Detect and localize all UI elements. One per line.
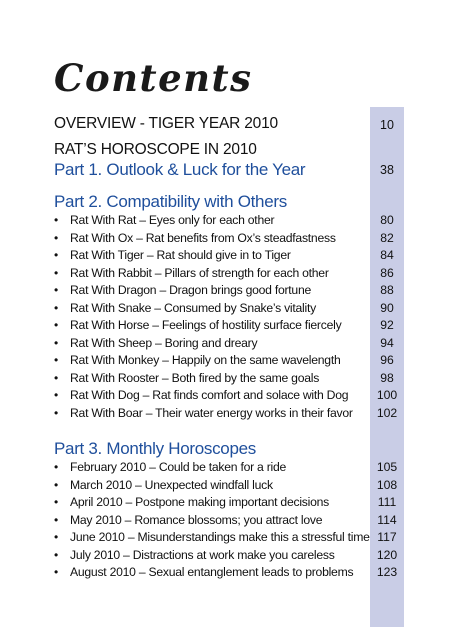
bullet-icon: • bbox=[54, 230, 59, 245]
toc-page-number: 38 bbox=[380, 163, 394, 177]
toc-item-text: April 2010 – Postpone making important decisions bbox=[70, 495, 329, 509]
bullet-icon: • bbox=[54, 248, 59, 262]
toc-page-number: 94 bbox=[380, 335, 394, 350]
toc-page-number: 120 bbox=[376, 547, 398, 562]
toc-page-number: 100 bbox=[376, 388, 398, 402]
bullet-icon: • bbox=[54, 300, 59, 315]
toc-page-number: 88 bbox=[380, 283, 394, 297]
toc-item-text: Rat With Dragon – Dragon brings good fortune bbox=[70, 283, 312, 297]
bullet-icon: • bbox=[54, 477, 59, 492]
toc-list-item[interactable] bbox=[54, 406, 404, 426]
toc-item-text: Rat With Sheep – Boring and dreary bbox=[70, 335, 258, 350]
bullet-icon: • bbox=[54, 388, 59, 402]
bullet-icon: • bbox=[54, 335, 59, 350]
page-title: Contents bbox=[54, 56, 253, 100]
bullet-icon: • bbox=[54, 318, 59, 332]
toc-item-text: February 2010 – Could be taken for a ride bbox=[70, 460, 287, 474]
toc-item-text: Rat With Boar – Their water energy works in their favor bbox=[70, 405, 353, 420]
toc-entry-overview[interactable] bbox=[54, 115, 404, 135]
toc-item-text: Rat With Tiger – Rat should give in to Tiger bbox=[70, 248, 291, 262]
toc-heading-part3 bbox=[54, 439, 404, 459]
bullet-icon: • bbox=[54, 530, 59, 544]
toc-page-number: 96 bbox=[380, 353, 394, 367]
bullet-icon: • bbox=[54, 353, 59, 367]
toc-item-text: Rat With Horse – Feelings of hostility surface fiercely bbox=[70, 318, 342, 332]
toc-page-number: 117 bbox=[377, 530, 397, 544]
toc-page-number: 90 bbox=[380, 300, 394, 315]
toc-page-number: 80 bbox=[380, 213, 394, 227]
bullet-icon: • bbox=[54, 213, 59, 227]
toc-entry-label: OVERVIEW - TIGER YEAR 2010 bbox=[54, 115, 278, 132]
toc-entry-label: Part 1. Outlook & Luck for the Year bbox=[54, 160, 306, 179]
bullet-icon: • bbox=[54, 265, 59, 280]
toc-heading-label: Part 2. Compatibility with Others bbox=[54, 192, 287, 211]
bullet-icon: • bbox=[54, 495, 59, 509]
toc-item-text: Rat With Snake – Consumed by Snake’s vitality bbox=[70, 300, 316, 315]
bullet-icon: • bbox=[54, 547, 59, 562]
toc-item-text: May 2010 – Romance blossoms; you attract love bbox=[70, 512, 323, 527]
toc-page-number: 105 bbox=[376, 460, 398, 474]
toc-item-text: March 2010 – Unexpected windfall luck bbox=[70, 477, 273, 492]
bullet-icon: • bbox=[54, 565, 59, 579]
toc-heading-horoscope bbox=[54, 141, 404, 161]
toc-entry-part1[interactable] bbox=[54, 160, 404, 180]
toc-heading-part2 bbox=[54, 192, 404, 212]
toc-page-number: 84 bbox=[380, 248, 394, 262]
toc-page-number: 86 bbox=[380, 265, 394, 280]
toc-heading-label: RAT’S HOROSCOPE IN 2010 bbox=[54, 141, 257, 158]
toc-list-item[interactable] bbox=[54, 565, 404, 585]
toc-page-number: 123 bbox=[376, 565, 398, 579]
toc-item-text: August 2010 – Sexual entanglement leads to problems bbox=[70, 565, 354, 579]
toc-item-text: Rat With Dog – Rat finds comfort and solace with Dog bbox=[70, 388, 349, 402]
toc-heading-label: Part 3. Monthly Horoscopes bbox=[54, 439, 256, 458]
bullet-icon: • bbox=[54, 370, 59, 385]
toc-item-text: Rat With Rabbit – Pillars of strength for each other bbox=[70, 265, 329, 280]
bullet-icon: • bbox=[54, 405, 59, 420]
toc-page-number: 92 bbox=[380, 318, 394, 332]
bullet-icon: • bbox=[54, 512, 59, 527]
toc-page-number: 98 bbox=[380, 370, 394, 385]
toc-page-number: 111 bbox=[377, 495, 397, 509]
toc-item-text: July 2010 – Distractions at work make you careless bbox=[70, 547, 335, 562]
toc-page-number: 108 bbox=[376, 477, 398, 492]
toc-item-text: Rat With Rat – Eyes only for each other bbox=[70, 213, 275, 227]
toc-page-number: 102 bbox=[376, 405, 398, 420]
toc-item-text: June 2010 – Misunderstandings make this a stressful time bbox=[70, 530, 370, 544]
toc-page-number: 114 bbox=[377, 512, 397, 527]
toc-item-text: Rat With Rooster – Both fired by the same goals bbox=[70, 370, 320, 385]
bullet-icon: • bbox=[54, 283, 59, 297]
bullet-icon: • bbox=[54, 460, 59, 474]
toc-item-text: Rat With Monkey – Happily on the same wavelength bbox=[70, 353, 341, 367]
toc-page-number: 10 bbox=[380, 118, 394, 132]
toc-page-number: 82 bbox=[380, 230, 394, 245]
toc-item-text: Rat With Ox – Rat benefits from Ox’s steadfastness bbox=[70, 230, 336, 245]
